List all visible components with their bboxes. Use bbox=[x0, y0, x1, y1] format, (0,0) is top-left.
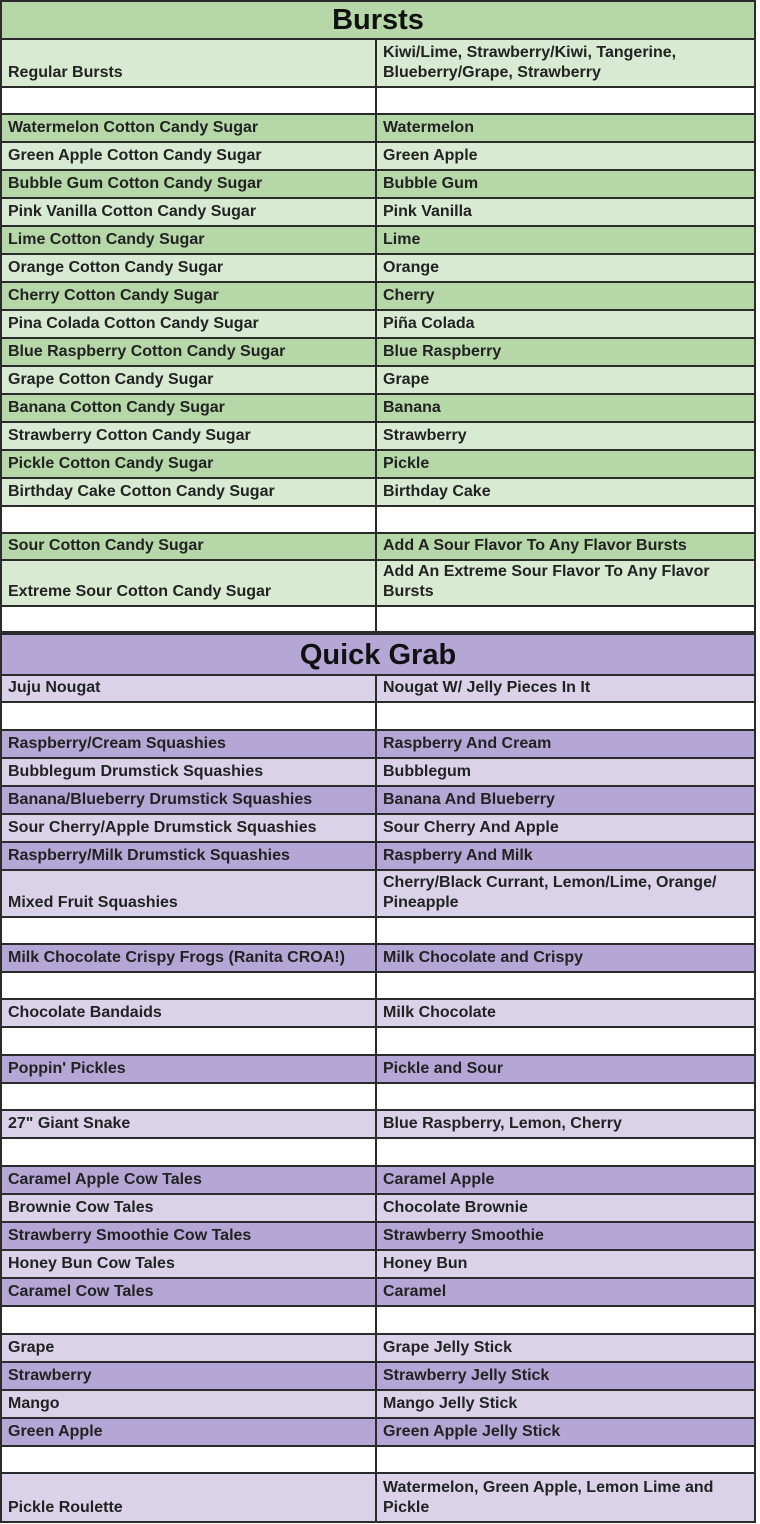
flavor-cell[interactable]: Raspberry And Cream bbox=[377, 731, 756, 757]
empty-cell[interactable] bbox=[377, 1307, 756, 1333]
spacer-row bbox=[0, 88, 756, 115]
empty-cell[interactable] bbox=[377, 88, 756, 113]
flavor-cell[interactable]: Strawberry bbox=[377, 423, 756, 449]
product-name-cell[interactable]: Pickle Cotton Candy Sugar bbox=[0, 451, 377, 477]
table-row bbox=[0, 1419, 756, 1447]
flavor-cell[interactable]: Lime bbox=[377, 227, 756, 253]
table-row bbox=[0, 40, 756, 88]
product-name-cell[interactable]: Banana Cotton Candy Sugar bbox=[0, 395, 377, 421]
empty-cell[interactable] bbox=[377, 1028, 756, 1054]
flavor-cell[interactable]: Green Apple bbox=[377, 143, 756, 169]
flavor-cell[interactable]: Caramel Apple bbox=[377, 1167, 756, 1193]
product-name-cell[interactable]: Chocolate Bandaids bbox=[0, 1000, 377, 1026]
flavor-cell[interactable]: Blue Raspberry, Lemon, Cherry bbox=[377, 1111, 756, 1137]
flavor-cell[interactable]: Banana bbox=[377, 395, 756, 421]
table-row bbox=[0, 787, 756, 815]
product-name-cell[interactable]: Cherry Cotton Candy Sugar bbox=[0, 283, 377, 309]
table-row bbox=[0, 1363, 756, 1391]
table-row bbox=[0, 423, 756, 451]
flavor-cell[interactable]: Caramel bbox=[377, 1279, 756, 1305]
flavor-cell[interactable]: Strawberry Smoothie bbox=[377, 1223, 756, 1249]
spacer-row bbox=[0, 607, 756, 633]
product-name-cell[interactable]: Mixed Fruit Squashies bbox=[0, 871, 377, 916]
flavor-cell[interactable]: Orange bbox=[377, 255, 756, 281]
table-row bbox=[0, 1111, 756, 1139]
flavor-cell[interactable]: Chocolate Brownie bbox=[377, 1195, 756, 1221]
product-name-cell[interactable]: Bubblegum Drumstick Squashies bbox=[0, 759, 377, 785]
empty-cell[interactable] bbox=[0, 1447, 377, 1472]
flavor-cell[interactable]: Cherry/Black Currant, Lemon/Lime, Orange/ Pineapple bbox=[377, 871, 756, 916]
product-name-cell[interactable]: Honey Bun Cow Tales bbox=[0, 1251, 377, 1277]
empty-cell[interactable] bbox=[377, 973, 756, 998]
product-name-cell[interactable]: Juju Nougat bbox=[0, 676, 377, 701]
empty-cell[interactable] bbox=[0, 703, 377, 729]
empty-cell[interactable] bbox=[377, 918, 756, 943]
table-row bbox=[0, 199, 756, 227]
spacer-row bbox=[0, 1139, 756, 1167]
product-name-cell[interactable]: Bubble Gum Cotton Candy Sugar bbox=[0, 171, 377, 197]
table-row bbox=[0, 1279, 756, 1307]
section-title[interactable]: Bursts bbox=[0, 2, 756, 38]
flavor-cell[interactable]: Nougat W/ Jelly Pieces In It bbox=[377, 676, 756, 701]
empty-cell[interactable] bbox=[377, 703, 756, 729]
product-name-cell[interactable]: Pina Colada Cotton Candy Sugar bbox=[0, 311, 377, 337]
flavor-cell[interactable]: Raspberry And Milk bbox=[377, 843, 756, 869]
flavor-cell[interactable]: Honey Bun bbox=[377, 1251, 756, 1277]
product-name-cell[interactable]: Milk Chocolate Crispy Frogs (Ranita CROA!) bbox=[0, 945, 377, 971]
empty-cell[interactable] bbox=[0, 1307, 377, 1333]
product-name-cell[interactable]: Banana/Blueberry Drumstick Squashies bbox=[0, 787, 377, 813]
empty-cell[interactable] bbox=[0, 607, 377, 631]
table-row bbox=[0, 1223, 756, 1251]
product-name-cell[interactable]: Caramel Cow Tales bbox=[0, 1279, 377, 1305]
section-title[interactable]: Quick Grab bbox=[0, 635, 756, 674]
flavor-cell[interactable]: Add An Extreme Sour Flavor To Any Flavor Bursts bbox=[377, 561, 756, 605]
table-row bbox=[0, 367, 756, 395]
table-row bbox=[0, 339, 756, 367]
table-row bbox=[0, 1251, 756, 1279]
empty-cell[interactable] bbox=[0, 918, 377, 943]
spacer-row bbox=[0, 918, 756, 945]
product-name-cell[interactable]: Raspberry/Milk Drumstick Squashies bbox=[0, 843, 377, 869]
spacer-row bbox=[0, 1028, 756, 1056]
table-row bbox=[0, 171, 756, 199]
table-row bbox=[0, 1167, 756, 1195]
table-row bbox=[0, 395, 756, 423]
empty-cell[interactable] bbox=[0, 88, 377, 113]
product-name-cell[interactable]: Grape bbox=[0, 1335, 377, 1361]
flavor-cell[interactable]: Pickle and Sour bbox=[377, 1056, 756, 1082]
empty-cell[interactable] bbox=[377, 1084, 756, 1109]
product-name-cell[interactable]: Raspberry/Cream Squashies bbox=[0, 731, 377, 757]
product-name-cell[interactable]: Extreme Sour Cotton Candy Sugar bbox=[0, 561, 377, 605]
product-name-cell[interactable]: Brownie Cow Tales bbox=[0, 1195, 377, 1221]
product-name-cell[interactable]: Blue Raspberry Cotton Candy Sugar bbox=[0, 339, 377, 365]
flavor-cell[interactable]: Grape Jelly Stick bbox=[377, 1335, 756, 1361]
flavor-cell[interactable]: Pickle bbox=[377, 451, 756, 477]
product-name-cell[interactable]: Sour Cotton Candy Sugar bbox=[0, 534, 377, 559]
spacer-row bbox=[0, 973, 756, 1000]
section-header bbox=[0, 0, 756, 40]
table-row bbox=[0, 479, 756, 507]
table-row bbox=[0, 759, 756, 787]
product-name-cell[interactable]: Watermelon Cotton Candy Sugar bbox=[0, 115, 377, 141]
empty-cell[interactable] bbox=[377, 1447, 756, 1472]
empty-cell[interactable] bbox=[377, 507, 756, 532]
product-name-cell[interactable]: Pink Vanilla Cotton Candy Sugar bbox=[0, 199, 377, 225]
flavor-cell[interactable]: Grape bbox=[377, 367, 756, 393]
table-row bbox=[0, 1391, 756, 1419]
flavor-cell[interactable]: Kiwi/Lime, Strawberry/Kiwi, Tangerine, Blueberry/Grape, Strawberry bbox=[377, 40, 756, 86]
product-name-cell[interactable]: Strawberry Cotton Candy Sugar bbox=[0, 423, 377, 449]
table-row bbox=[0, 871, 756, 918]
flavor-cell[interactable]: Watermelon bbox=[377, 115, 756, 141]
product-name-cell[interactable]: Poppin' Pickles bbox=[0, 1056, 377, 1082]
table-row bbox=[0, 283, 756, 311]
flavor-cell[interactable]: Cherry bbox=[377, 283, 756, 309]
spacer-row bbox=[0, 1084, 756, 1111]
product-name-cell[interactable]: Strawberry Smoothie Cow Tales bbox=[0, 1223, 377, 1249]
flavor-cell[interactable]: Milk Chocolate bbox=[377, 1000, 756, 1026]
table-row bbox=[0, 1195, 756, 1223]
empty-cell[interactable] bbox=[0, 507, 377, 532]
table-row bbox=[0, 1000, 756, 1028]
flavor-cell[interactable]: Sour Cherry And Apple bbox=[377, 815, 756, 841]
product-name-cell[interactable]: Caramel Apple Cow Tales bbox=[0, 1167, 377, 1193]
table-row bbox=[0, 255, 756, 283]
table-row bbox=[0, 534, 756, 561]
table-row bbox=[0, 843, 756, 871]
flavor-cell[interactable]: Pink Vanilla bbox=[377, 199, 756, 225]
table-row bbox=[0, 945, 756, 973]
flavor-cell[interactable]: Bubble Gum bbox=[377, 171, 756, 197]
product-name-cell[interactable]: Strawberry bbox=[0, 1363, 377, 1389]
table-row bbox=[0, 1056, 756, 1084]
flavor-cell[interactable]: Banana And Blueberry bbox=[377, 787, 756, 813]
empty-cell[interactable] bbox=[0, 973, 377, 998]
flavor-cell[interactable]: Strawberry Jelly Stick bbox=[377, 1363, 756, 1389]
table-row bbox=[0, 1335, 756, 1363]
flavor-cell[interactable]: Add A Sour Flavor To Any Flavor Bursts bbox=[377, 534, 756, 559]
flavor-cell[interactable]: Piña Colada bbox=[377, 311, 756, 337]
section-header bbox=[0, 633, 756, 676]
spacer-row bbox=[0, 703, 756, 731]
empty-cell[interactable] bbox=[377, 607, 756, 631]
product-name-cell[interactable]: Lime Cotton Candy Sugar bbox=[0, 227, 377, 253]
product-name-cell[interactable]: Orange Cotton Candy Sugar bbox=[0, 255, 377, 281]
empty-cell[interactable] bbox=[377, 1139, 756, 1165]
table-row bbox=[0, 561, 756, 607]
product-name-cell[interactable]: Pickle Roulette bbox=[0, 1474, 377, 1521]
empty-cell[interactable] bbox=[0, 1084, 377, 1109]
flavor-cell[interactable]: Milk Chocolate and Crispy bbox=[377, 945, 756, 971]
product-name-cell[interactable]: Regular Bursts bbox=[0, 40, 377, 86]
spacer-row bbox=[0, 1447, 756, 1474]
product-name-cell[interactable]: Green Apple Cotton Candy Sugar bbox=[0, 143, 377, 169]
flavor-cell[interactable]: Bubblegum bbox=[377, 759, 756, 785]
product-name-cell[interactable]: 27" Giant Snake bbox=[0, 1111, 377, 1137]
product-name-cell[interactable]: Green Apple bbox=[0, 1419, 377, 1445]
empty-cell[interactable] bbox=[0, 1139, 377, 1165]
empty-cell[interactable] bbox=[0, 1028, 377, 1054]
table-row bbox=[0, 451, 756, 479]
product-name-cell[interactable]: Mango bbox=[0, 1391, 377, 1417]
product-name-cell[interactable]: Grape Cotton Candy Sugar bbox=[0, 367, 377, 393]
flavor-cell[interactable]: Blue Raspberry bbox=[377, 339, 756, 365]
table-row bbox=[0, 1474, 756, 1523]
table-row bbox=[0, 115, 756, 143]
flavor-cell[interactable]: Green Apple Jelly Stick bbox=[377, 1419, 756, 1445]
table-row bbox=[0, 815, 756, 843]
table-row bbox=[0, 143, 756, 171]
flavor-cell[interactable]: Mango Jelly Stick bbox=[377, 1391, 756, 1417]
flavor-cell[interactable]: Birthday Cake bbox=[377, 479, 756, 505]
flavor-cell[interactable]: Watermelon, Green Apple, Lemon Lime and Pickle bbox=[377, 1474, 756, 1521]
product-name-cell[interactable]: Sour Cherry/Apple Drumstick Squashies bbox=[0, 815, 377, 841]
table-row bbox=[0, 731, 756, 759]
spacer-row bbox=[0, 507, 756, 534]
table-row bbox=[0, 311, 756, 339]
spacer-row bbox=[0, 1307, 756, 1335]
product-name-cell[interactable]: Birthday Cake Cotton Candy Sugar bbox=[0, 479, 377, 505]
table-row bbox=[0, 676, 756, 703]
table-row bbox=[0, 227, 756, 255]
